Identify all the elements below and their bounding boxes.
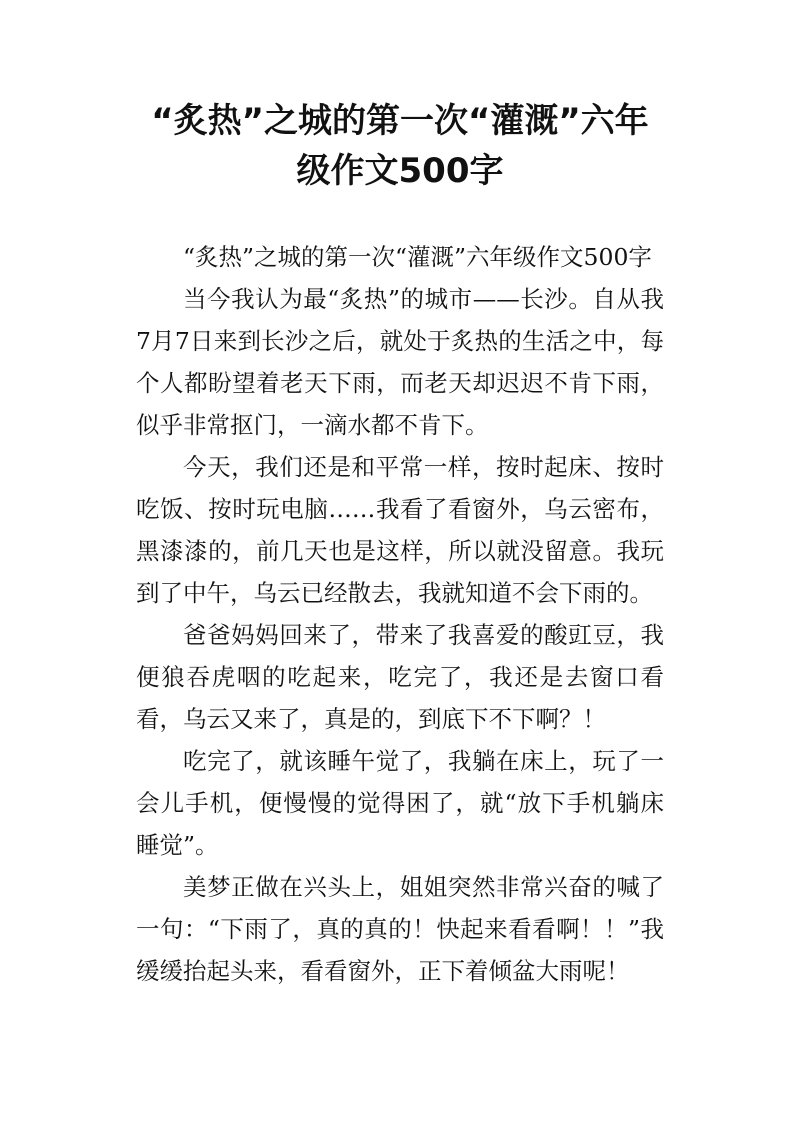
title-line-1: “炙热”之城的第一次“灌溉”六年 — [151, 101, 649, 141]
document-title — [100, 96, 700, 196]
paragraph-5: 美梦正做在兴头上，姐姐突然非常兴奋的喊了一句：“下雨了，真的真的！快起来看看啊！！”我缓缓抬起头来，看看窗外，正下着倾盆大雨呢！ — [136, 873, 664, 985]
paragraph-3: 爸爸妈妈回来了，带来了我喜爱的酸豇豆，我便狼吞虎咽的吃起来，吃完了，我还是去窗口看看，乌云又来了，真是的，到底下不下啊？！ — [136, 621, 664, 733]
document-body — [136, 236, 664, 992]
paragraph-4: 吃完了，就该睡午觉了，我躺在床上，玩了一会儿手机，便慢慢的觉得困了，就“放下手机躺床睡觉”。 — [136, 747, 664, 859]
title-line-2: 级作文500字 — [296, 151, 504, 191]
paragraph-2: 今天，我们还是和平常一样，按时起床、按时吃饭、按时玩电脑……我看了看窗外，乌云密布，黑漆漆的，前几天也是这样，所以就没留意。我玩到了中午，乌云已经散去，我就知道不会下雨的。 — [136, 453, 664, 607]
paragraph-1: 当今我认为最“炙热”的城市——长沙。自从我7月7日来到长沙之后，就处于炙热的生活之中，每个人都盼望着老天下雨，而老天却迟迟不肯下雨，似乎非常抠门，一滴水都不肯下。 — [136, 285, 664, 439]
paragraph-heading: “炙热”之城的第一次“灌溉”六年级作文500字 — [183, 243, 652, 271]
